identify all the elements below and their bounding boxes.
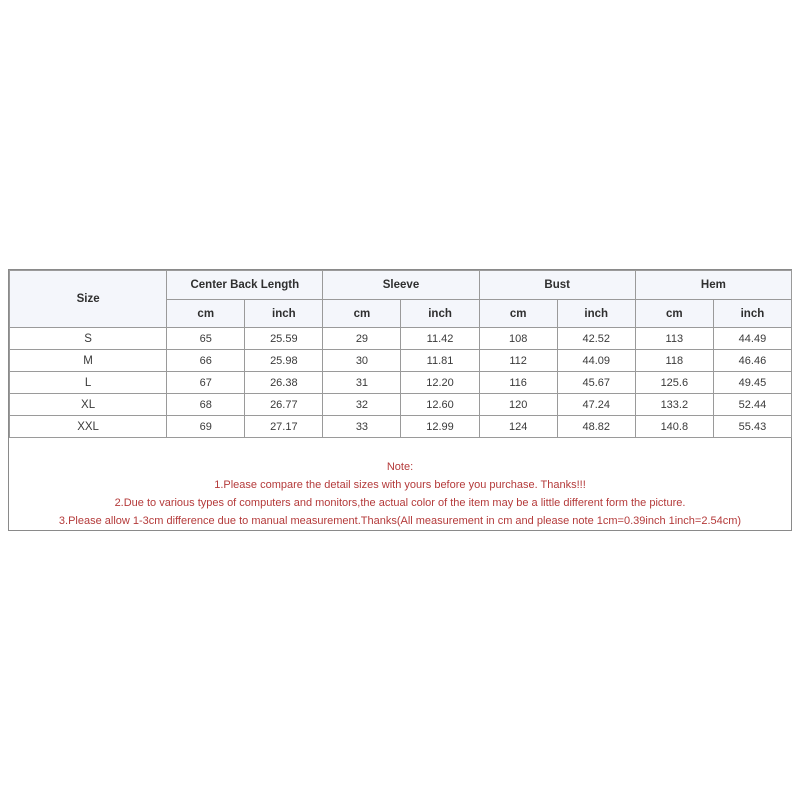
- table-row: [10, 372, 792, 394]
- measurement-cell: 140.8: [635, 416, 713, 438]
- unit-header: inch: [401, 300, 479, 328]
- measurement-cell: 65: [167, 328, 245, 350]
- note-line: 2.Due to various types of computers and monitors,the actual color of the item may be a little different form the picture.: [114, 497, 686, 509]
- measurement-cell: 66: [167, 350, 245, 372]
- table-row: [10, 394, 792, 416]
- size-chart: [8, 269, 792, 531]
- unit-header: inch: [557, 300, 635, 328]
- measurement-cell: 113: [635, 328, 713, 350]
- hem-header: Hem: [635, 271, 791, 300]
- measurement-cell: 46.46: [713, 350, 791, 372]
- unit-header: cm: [479, 300, 557, 328]
- notes-section: [9, 458, 791, 530]
- measurement-cell: 48.82: [557, 416, 635, 438]
- note-line: 3.Please allow 1-3cm difference due to manual measurement.Thanks(All measurement in cm and please note 1cm=0.39inch 1inch=2.54cm): [58, 515, 742, 527]
- measurement-cell: 116: [479, 372, 557, 394]
- measurement-cell: 31: [323, 372, 401, 394]
- sleeve-header: Sleeve: [323, 271, 479, 300]
- unit-header: cm: [323, 300, 401, 328]
- measurement-cell: 45.67: [557, 372, 635, 394]
- measurement-cell: 12.99: [401, 416, 479, 438]
- measurement-cell: 30: [323, 350, 401, 372]
- measurement-cell: 25.98: [245, 350, 323, 372]
- measurement-cell: 11.81: [401, 350, 479, 372]
- measurement-cell: 12.60: [401, 394, 479, 416]
- size-cell: XL: [10, 394, 167, 416]
- measurement-cell: 125.6: [635, 372, 713, 394]
- table-row: [10, 350, 792, 372]
- measurement-cell: 124: [479, 416, 557, 438]
- header-group-row: [10, 271, 792, 300]
- note-title: Note:: [386, 461, 414, 473]
- measurement-cell: 47.24: [557, 394, 635, 416]
- measurement-cell: 52.44: [713, 394, 791, 416]
- size-cell: L: [10, 372, 167, 394]
- measurement-cell: 120: [479, 394, 557, 416]
- measurement-cell: 32: [323, 394, 401, 416]
- note-line: 1.Please compare the detail sizes with yours before you purchase. Thanks!!!: [214, 479, 586, 491]
- measurement-cell: 26.38: [245, 372, 323, 394]
- unit-header: cm: [635, 300, 713, 328]
- size-header: Size: [10, 271, 167, 328]
- measurement-cell: 11.42: [401, 328, 479, 350]
- measurement-cell: 42.52: [557, 328, 635, 350]
- measurement-cell: 118: [635, 350, 713, 372]
- measurement-cell: 44.49: [713, 328, 791, 350]
- center-back-length-header: Center Back Length: [167, 271, 323, 300]
- bust-header: Bust: [479, 271, 635, 300]
- table-row: [10, 416, 792, 438]
- size-table: [9, 270, 792, 438]
- measurement-cell: 27.17: [245, 416, 323, 438]
- measurement-cell: 55.43: [713, 416, 791, 438]
- measurement-cell: 108: [479, 328, 557, 350]
- measurement-cell: 44.09: [557, 350, 635, 372]
- measurement-cell: 26.77: [245, 394, 323, 416]
- measurement-cell: 29: [323, 328, 401, 350]
- measurement-cell: 25.59: [245, 328, 323, 350]
- size-table-body: [10, 328, 792, 438]
- unit-header: cm: [167, 300, 245, 328]
- measurement-cell: 12.20: [401, 372, 479, 394]
- measurement-cell: 112: [479, 350, 557, 372]
- measurement-cell: 33: [323, 416, 401, 438]
- size-cell: XXL: [10, 416, 167, 438]
- measurement-cell: 68: [167, 394, 245, 416]
- measurement-cell: 49.45: [713, 372, 791, 394]
- unit-header: inch: [245, 300, 323, 328]
- table-row: [10, 328, 792, 350]
- measurement-cell: 67: [167, 372, 245, 394]
- measurement-cell: 133.2: [635, 394, 713, 416]
- size-cell: M: [10, 350, 167, 372]
- measurement-cell: 69: [167, 416, 245, 438]
- size-cell: S: [10, 328, 167, 350]
- unit-header: inch: [713, 300, 791, 328]
